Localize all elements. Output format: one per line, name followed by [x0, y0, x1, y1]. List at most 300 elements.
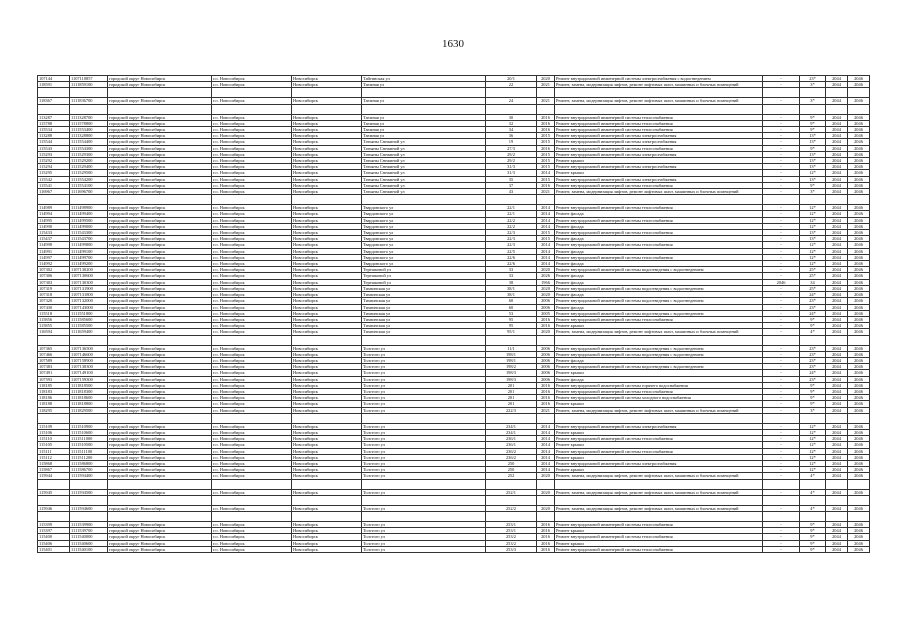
cell-end-year: 2046	[848, 407, 870, 413]
cell-work-type	[555, 335, 763, 345]
cell-district: городской округ Новосибирск	[108, 521, 212, 527]
cell-norm-period: 9*	[800, 395, 826, 401]
cell-district: городской округ Новосибирск	[108, 357, 212, 363]
cell-city: г.о. Новосибирск	[212, 120, 292, 126]
cell-city: г.о. Новосибирск	[212, 407, 292, 413]
cell-row-id	[38, 195, 70, 205]
cell-row-id: 115106	[38, 429, 70, 435]
cell-district: городской округ Новосибирск	[108, 473, 212, 479]
cell-norm-period: 13*	[800, 176, 826, 182]
cell-work-type: Ремонт, замена, модернизация лифтов, ремонт лифтовых шахт, машинных и блочных помещений	[555, 505, 763, 511]
cell-house-number: 22/6	[486, 261, 537, 267]
cell-city: г.о. Новосибирск	[212, 261, 292, 267]
cell-locality: Новосибирск	[292, 182, 362, 188]
cell-locality: Новосибирск	[292, 489, 362, 495]
cell-start-year: 2044	[826, 285, 848, 291]
cell-street: Таежная ул	[362, 120, 486, 126]
cell-locality	[292, 195, 362, 205]
cell-row-id: 115433	[38, 230, 70, 236]
cell-locality: Новосибирск	[292, 261, 362, 267]
cell-plan-year: -	[763, 217, 800, 223]
cell-end-year: 2046	[848, 351, 870, 357]
cell-norm-period	[800, 495, 826, 505]
cell-row-id	[38, 413, 70, 423]
cell-norm-period	[800, 335, 826, 345]
cell-build-year: 2014	[537, 205, 555, 211]
cell-row-id: 107144	[38, 76, 70, 82]
cell-house-number: 53	[486, 310, 537, 316]
cell-row-id: 107365	[38, 345, 70, 351]
cell-house-code: 1111499500	[70, 217, 108, 223]
cell-street: Твардовского ул	[362, 254, 486, 260]
cell-district: городской округ Новосибирск	[108, 329, 212, 335]
cell-work-type	[555, 495, 763, 505]
cell-start-year: 2044	[826, 454, 848, 460]
cell-row-id: 115543	[38, 145, 70, 151]
cell-house-number: 253/1	[486, 528, 537, 534]
cell-city: г.о. Новосибирск	[212, 279, 292, 285]
cell-street	[362, 495, 486, 505]
cell-start-year: 2044	[826, 158, 848, 164]
cell-end-year: 2046	[848, 133, 870, 139]
cell-locality: Новосибирск	[292, 364, 362, 370]
cell-work-type	[555, 88, 763, 98]
cell-district: городской округ Новосибирск	[108, 164, 212, 170]
cell-work-type: Ремонт внутридомовой инженерной системы электроснабжения	[555, 460, 763, 466]
cell-plan-year: -	[763, 351, 800, 357]
cell-end-year: 2046	[848, 442, 870, 448]
cell-house-number: 252/2	[486, 505, 537, 511]
cell-house-number: 38/1	[486, 292, 537, 298]
cell-street: Толстого ул	[362, 429, 486, 435]
cell-row-id: 115946	[38, 505, 70, 511]
cell-norm-period: 9*	[800, 401, 826, 407]
cell-plan-year: -	[763, 364, 800, 370]
cell-city: г.о. Новосибирск	[212, 473, 292, 479]
cell-city: г.о. Новосибирск	[212, 316, 292, 322]
cell-street: Твардовского ул	[362, 223, 486, 229]
cell-locality: Новосибирск	[292, 534, 362, 540]
cell-house-code	[70, 195, 108, 205]
cell-street: Толстого ул	[362, 364, 486, 370]
cell-row-id: 115399	[38, 521, 70, 527]
cell-work-type: Ремонт фасада	[555, 357, 763, 363]
cell-house-code: 1107138300	[70, 364, 108, 370]
cell-house-number: 11/1	[486, 345, 537, 351]
cell-city: г.о. Новосибирск	[212, 423, 292, 429]
cell-row-id: 115541	[38, 182, 70, 188]
cell-start-year: 2044	[826, 388, 848, 394]
cell-work-type: Ремонт крыши	[555, 170, 763, 176]
page-number: 1630	[442, 38, 464, 50]
cell-street: Толстого ул	[362, 357, 486, 363]
cell-house-number: 35	[486, 176, 537, 182]
cell-start-year: 2044	[826, 540, 848, 546]
cell-row-id: 118295	[38, 407, 70, 413]
cell-work-type	[555, 413, 763, 423]
capital-repair-table	[37, 75, 870, 553]
cell-build-year: 2020	[537, 473, 555, 479]
cell-district: городской округ Новосибирск	[108, 401, 212, 407]
cell-district: городской округ Новосибирск	[108, 267, 212, 273]
cell-locality: Новосибирск	[292, 189, 362, 195]
cell-district: городской округ Новосибирск	[108, 423, 212, 429]
cell-city	[212, 495, 292, 505]
cell-start-year: 2044	[826, 242, 848, 248]
cell-row-id: 115105	[38, 442, 70, 448]
cell-work-type: Ремонт крыши	[555, 429, 763, 435]
cell-house-code: 1111818800	[70, 401, 108, 407]
cell-build-year: 2014	[537, 254, 555, 260]
cell-plan-year: -	[763, 236, 800, 242]
cell-row-id: 115400	[38, 534, 70, 540]
cell-row-id: 118188	[38, 401, 70, 407]
cell-district: городской округ Новосибирск	[108, 158, 212, 164]
cell-start-year: 2044	[826, 261, 848, 267]
cell-work-type: Ремонт внутридомовой инженерной системы водоотведения с водоотведением	[555, 345, 763, 351]
cell-start-year: 2044	[826, 76, 848, 82]
cell-street: Толстого ул	[362, 460, 486, 466]
cell-district: городской округ Новосибирск	[108, 211, 212, 217]
cell-district: городской округ Новосибирск	[108, 176, 212, 182]
cell-start-year	[826, 413, 848, 423]
cell-row-id	[38, 88, 70, 98]
cell-build-year	[537, 495, 555, 505]
cell-build-year: 2016	[537, 382, 555, 388]
cell-locality: Новосибирск	[292, 401, 362, 407]
cell-work-type: Ремонт внутридомовой инженерной системы водоотведения с водоотведением	[555, 351, 763, 357]
cell-norm-period: 12*	[800, 217, 826, 223]
cell-build-year: 2016	[537, 401, 555, 407]
cell-work-type: Ремонт внутридомовой инженерной системы теплоснабжения	[555, 254, 763, 260]
cell-district	[108, 195, 212, 205]
cell-end-year: 2046	[848, 151, 870, 157]
cell-district: городской округ Новосибирск	[108, 236, 212, 242]
cell-locality: Новосибирск	[292, 205, 362, 211]
cell-start-year: 2044	[826, 292, 848, 298]
cell-build-year: 2014	[537, 467, 555, 473]
cell-plan-year: -	[763, 534, 800, 540]
cell-house-number: 37	[486, 182, 537, 188]
cell-house-number: 236/2	[486, 448, 537, 454]
cell-plan-year: -	[763, 448, 800, 454]
cell-norm-period: 12*	[800, 467, 826, 473]
cell-plan-year: -	[763, 376, 800, 382]
cell-start-year: 2044	[826, 382, 848, 388]
cell-row-id: 115944	[38, 473, 70, 479]
cell-row-id: 115855	[38, 323, 70, 329]
cell-end-year: 2046	[848, 521, 870, 527]
cell-plan-year: -	[763, 316, 800, 322]
cell-build-year: 2014	[537, 242, 555, 248]
cell-norm-period	[800, 413, 826, 423]
cell-norm-period: 4*	[800, 505, 826, 511]
cell-street: Толстого ул	[362, 540, 486, 546]
cell-street: Тайгинская ул	[362, 76, 486, 82]
cell-city: г.о. Новосибирск	[212, 76, 292, 82]
cell-build-year: 2015	[537, 151, 555, 157]
cell-work-type: Ремонт внутридомовой инженерной системы теплоснабжения	[555, 521, 763, 527]
cell-house-number: 252/1	[486, 489, 537, 495]
cell-locality: Новосибирск	[292, 230, 362, 236]
cell-row-id: 115534	[38, 127, 70, 133]
cell-build-year: 2020	[537, 267, 555, 273]
cell-build-year: 2020	[537, 329, 555, 335]
cell-city: г.о. Новосибирск	[212, 211, 292, 217]
cell-street: Тихвинская ул	[362, 323, 486, 329]
cell-start-year: 2044	[826, 357, 848, 363]
cell-locality: Новосибирск	[292, 357, 362, 363]
cell-end-year: 2046	[848, 304, 870, 310]
cell-start-year: 2044	[826, 423, 848, 429]
cell-work-type: Ремонт внутридомовой инженерной системы теплоснабжения	[555, 388, 763, 394]
cell-locality	[292, 88, 362, 98]
cell-street	[362, 413, 486, 423]
cell-work-type: Ремонт, замена, модернизация лифтов, ремонт лифтовых шахт, машинных и блочных помещений	[555, 489, 763, 495]
cell-build-year: 2014	[537, 454, 555, 460]
cell-house-code: 1111578800	[70, 120, 108, 126]
cell-house-code: 1111585500	[70, 323, 108, 329]
cell-plan-year: -	[763, 489, 800, 495]
cell-plan-year: -	[763, 310, 800, 316]
table-row	[38, 335, 870, 345]
cell-house-number	[486, 479, 537, 489]
cell-start-year: 2044	[826, 521, 848, 527]
cell-city: г.о. Новосибирск	[212, 460, 292, 466]
cell-house-code: 1107131900	[70, 285, 108, 291]
cell-work-type: Ремонт внутридомовой инженерной системы электроснабжения	[555, 164, 763, 170]
cell-work-type: Ремонт крыши	[555, 454, 763, 460]
cell-plan-year: -	[763, 345, 800, 351]
cell-plan-year: -	[763, 248, 800, 254]
cell-plan-year: -	[763, 304, 800, 310]
cell-end-year: 2046	[848, 323, 870, 329]
cell-work-type: Ремонт внутридомовой инженерной системы теплоснабжения	[555, 436, 763, 442]
cell-build-year: 2006	[537, 376, 555, 382]
table-row	[38, 479, 870, 489]
cell-locality: Новосибирск	[292, 351, 362, 357]
cell-city: г.о. Новосибирск	[212, 448, 292, 454]
cell-work-type	[555, 511, 763, 521]
cell-house-code: 1111818300	[70, 388, 108, 394]
cell-house-number: 22/3	[486, 242, 537, 248]
cell-house-code: 1111529500	[70, 170, 108, 176]
cell-street: Толстого ул	[362, 436, 486, 442]
cell-start-year	[826, 495, 848, 505]
cell-plan-year: -	[763, 429, 800, 435]
cell-house-number: 236/1	[486, 436, 537, 442]
cell-house-code: 1111540000	[70, 534, 108, 540]
cell-district: городской округ Новосибирск	[108, 364, 212, 370]
cell-street: Татьяны Снежиной ул	[362, 182, 486, 188]
cell-street: Толстого ул	[362, 395, 486, 401]
cell-city: г.о. Новосибирск	[212, 357, 292, 363]
cell-locality: Новосибирск	[292, 139, 362, 145]
cell-house-number: 33	[486, 267, 537, 273]
cell-plan-year: -	[763, 273, 800, 279]
cell-row-id: 107589	[38, 357, 70, 363]
cell-end-year: 2046	[848, 528, 870, 534]
cell-city: г.о. Новосибирск	[212, 158, 292, 164]
cell-start-year: 2044	[826, 407, 848, 413]
cell-row-id: 114998	[38, 242, 70, 248]
table-row	[38, 511, 870, 521]
cell-street: Таежная ул	[362, 114, 486, 120]
cell-row-id: 115437	[38, 236, 70, 242]
table-row	[38, 495, 870, 505]
cell-house-code: 1111818500	[70, 382, 108, 388]
cell-norm-period: 3*	[800, 407, 826, 413]
cell-district: городской округ Новосибирск	[108, 310, 212, 316]
cell-locality	[292, 104, 362, 114]
cell-house-number: 198/3	[486, 376, 537, 382]
cell-city: г.о. Новосибирск	[212, 505, 292, 511]
cell-norm-period: 12*	[800, 442, 826, 448]
cell-start-year: 2044	[826, 230, 848, 236]
cell-row-id: 107383	[38, 364, 70, 370]
cell-row-id: 114994	[38, 211, 70, 217]
cell-start-year	[826, 104, 848, 114]
cell-house-code: 1111554400	[70, 139, 108, 145]
cell-house-number: 29/2	[486, 151, 537, 157]
cell-end-year	[848, 195, 870, 205]
cell-locality: Новосибирск	[292, 448, 362, 454]
cell-plan-year: -	[763, 176, 800, 182]
cell-house-number: 95/1	[486, 329, 537, 335]
cell-norm-period: 25*	[800, 273, 826, 279]
cell-house-code: 1107110857	[70, 76, 108, 82]
cell-end-year: 2046	[848, 489, 870, 495]
cell-locality: Новосибирск	[292, 285, 362, 291]
cell-locality: Новосибирск	[292, 407, 362, 413]
cell-row-id	[38, 104, 70, 114]
cell-row-id: 115788	[38, 120, 70, 126]
cell-row-id: 115518	[38, 310, 70, 316]
cell-house-number	[486, 495, 537, 505]
cell-start-year: 2044	[826, 534, 848, 540]
cell-end-year: 2046	[848, 273, 870, 279]
cell-work-type: Ремонт внутридомовой инженерной системы теплоснабжения	[555, 448, 763, 454]
cell-build-year: 2016	[537, 120, 555, 126]
cell-house-number: 236/2	[486, 454, 537, 460]
cell-work-type: Ремонт внутридомовой инженерной системы теплоснабжения	[555, 145, 763, 151]
cell-city	[212, 511, 292, 521]
cell-build-year: 1966	[537, 279, 555, 285]
cell-build-year: 2016	[537, 182, 555, 188]
cell-plan-year: -	[763, 423, 800, 429]
cell-street: Толстого ул	[362, 505, 486, 511]
cell-city: г.о. Новосибирск	[212, 82, 292, 88]
cell-district: городской округ Новосибирск	[108, 429, 212, 435]
cell-end-year: 2046	[848, 473, 870, 479]
cell-work-type: Ремонт внутридомовой инженерной системы водоотведения с водоотведением	[555, 267, 763, 273]
cell-street: Твардовского ул	[362, 236, 486, 242]
cell-district: городской округ Новосибирск	[108, 82, 212, 88]
cell-city: г.о. Новосибирск	[212, 151, 292, 157]
cell-work-type: Ремонт крыши	[555, 370, 763, 376]
cell-row-id	[38, 511, 70, 521]
cell-end-year: 2046	[848, 254, 870, 260]
cell-house-number: 250	[486, 460, 537, 466]
cell-row-id: 115544	[38, 139, 70, 145]
cell-start-year: 2044	[826, 279, 848, 285]
cell-build-year: 2016	[537, 127, 555, 133]
cell-plan-year: -	[763, 454, 800, 460]
cell-end-year: 2046	[848, 436, 870, 442]
cell-end-year: 2046	[848, 267, 870, 273]
cell-work-type: Ремонт внутридомовой инженерной системы теплоснабжения	[555, 546, 763, 552]
cell-start-year: 2044	[826, 442, 848, 448]
cell-start-year: 2044	[826, 460, 848, 466]
table-row	[38, 413, 870, 423]
cell-build-year: 2016	[537, 546, 555, 552]
cell-norm-period: 9*	[800, 382, 826, 388]
cell-district: городской округ Новосибирск	[108, 120, 212, 126]
cell-build-year: 2016	[537, 114, 555, 120]
cell-district: городской округ Новосибирск	[108, 345, 212, 351]
cell-norm-period: 24*	[800, 292, 826, 298]
cell-street: Толстого ул	[362, 467, 486, 473]
cell-start-year	[826, 195, 848, 205]
cell-plan-year: -	[763, 473, 800, 479]
cell-house-number: 60	[486, 298, 537, 304]
cell-city: г.о. Новосибирск	[212, 98, 292, 104]
cell-row-id: 118183	[38, 388, 70, 394]
cell-end-year: 2046	[848, 310, 870, 316]
cell-locality: Новосибирск	[292, 120, 362, 126]
cell-locality: Новосибирск	[292, 505, 362, 511]
cell-start-year: 2044	[826, 429, 848, 435]
cell-end-year: 2046	[848, 534, 870, 540]
cell-district: городской округ Новосибирск	[108, 261, 212, 267]
cell-house-number: 22	[486, 82, 537, 88]
cell-house-code: 1111499800	[70, 242, 108, 248]
cell-locality: Новосибирск	[292, 176, 362, 182]
cell-district: городской округ Новосибирск	[108, 395, 212, 401]
cell-locality: Новосибирск	[292, 370, 362, 376]
cell-house-number: 29/2	[486, 158, 537, 164]
cell-district: городской округ Новосибирск	[108, 546, 212, 552]
cell-house-number: 22/1	[486, 205, 537, 211]
cell-row-id	[38, 479, 70, 489]
cell-house-code: 1111511100	[70, 448, 108, 454]
cell-work-type: Ремонт внутридомовой инженерной системы теплоснабжения	[555, 127, 763, 133]
cell-locality: Новосибирск	[292, 329, 362, 335]
cell-work-type: Ремонт внутридомовой инженерной системы теплоснабжения	[555, 534, 763, 540]
cell-city: г.о. Новосибирск	[212, 370, 292, 376]
cell-street: Твардовского ул	[362, 248, 486, 254]
cell-locality: Новосибирск	[292, 151, 362, 157]
cell-norm-period: 23*	[800, 298, 826, 304]
cell-row-id: 107491	[38, 370, 70, 376]
cell-start-year: 2044	[826, 489, 848, 495]
cell-city: г.о. Новосибирск	[212, 127, 292, 133]
cell-start-year: 2044	[826, 329, 848, 335]
cell-city	[212, 104, 292, 114]
cell-plan-year: -	[763, 223, 800, 229]
cell-house-number: 234/1	[486, 429, 537, 435]
cell-norm-period	[800, 88, 826, 98]
cell-city: г.о. Новосибирск	[212, 329, 292, 335]
cell-city: г.о. Новосибирск	[212, 133, 292, 139]
cell-work-type: Ремонт крыши	[555, 528, 763, 534]
cell-plan-year: -	[763, 76, 800, 82]
cell-build-year: 2006	[537, 370, 555, 376]
cell-row-id: 114990	[38, 223, 70, 229]
cell-district: городской округ Новосибирск	[108, 223, 212, 229]
cell-house-number: 30	[486, 114, 537, 120]
cell-row-id: 115295	[38, 170, 70, 176]
